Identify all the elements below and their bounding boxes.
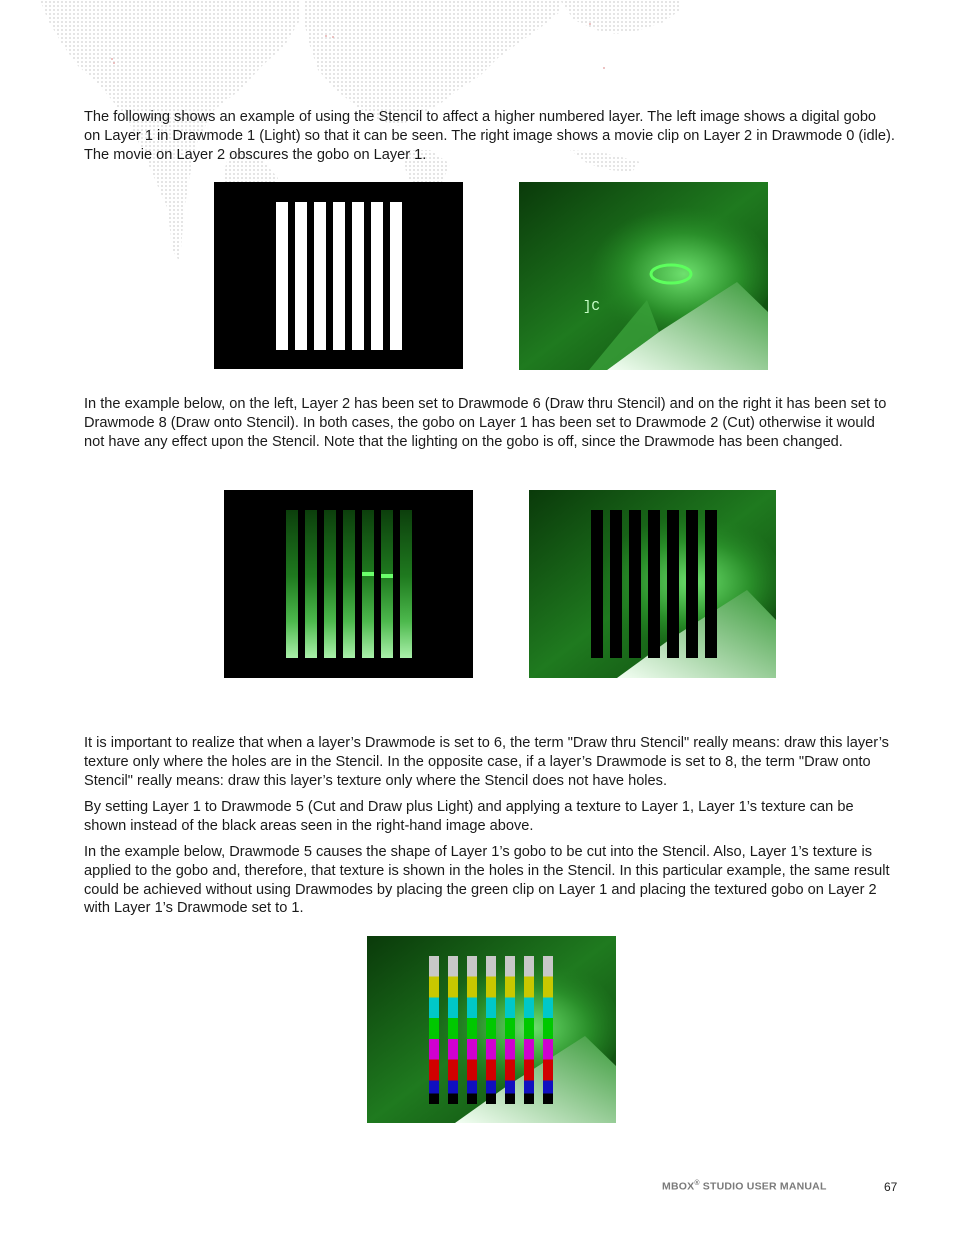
figure-draw-onto-stencil <box>529 490 776 678</box>
paragraph-drawmode-5-example: In the example below, Drawmode 5 causes the shape of Layer 1’s gobo to be cut into the Stencil. Also, Layer 1’s texture is applied to the gobo and, therefore, that texture is shown in the holes in the Stencil. In this particular example, the same result could be achieved without using Drawmodes by placing the green clip on Layer 1 and placing the textured gobo on Layer 2 with Layer 1’s Drawmode set to 1. <box>84 844 890 917</box>
footer-product: MBOX <box>662 1180 695 1193</box>
page-number: 67 <box>884 1180 898 1194</box>
figure-movie-clip-layer2 <box>519 182 768 370</box>
paragraph-stencil-meaning: It is important to realize that when a layer’s Drawmode is set to 6, the term "Draw thru Stencil" really means: draw this layer’s texture only where the holes are in the Stencil. In the opposite case, if a layer’s Drawmode is set to 8, the term "Draw onto Stencil" really means: draw this layer’s texture only where the Stencil does not have holes. <box>84 735 889 789</box>
footer-manual: STUDIO USER MANUAL <box>702 1180 827 1193</box>
footer-manual-title <box>662 1180 827 1193</box>
paragraph-stencil-intro: The following shows an example of using the Stencil to affect a higher numbered layer. The left image shows a digital gobo on Layer 1 in Drawmode 1 (Light) so that it can be seen. The right image shows a movie clip on Layer 2 in Drawmode 0 (idle). The movie on Layer 2 obscures the gobo on Layer 1. <box>84 109 895 163</box>
figure-textured-gobo-stencil <box>367 936 616 1123</box>
svg-text:]C: ]C <box>583 299 600 315</box>
paragraph-drawmode-6-8: In the example below, on the left, Layer 2 has been set to Drawmode 6 (Draw thru Stencil) and on the right it has been set to Drawmode 8 (Draw onto Stencil). In both cases, the gobo on Layer 1 has been set to Drawmode 2 (Cut) otherwise it would not have any effect upon the Stencil. Note that the lighting on the gobo is off, since the Drawmode has been changed. <box>84 396 887 450</box>
registered-mark: ® <box>694 1180 700 1187</box>
paragraph-drawmode-5: By setting Layer 1 to Drawmode 5 (Cut and Draw plus Light) and applying a texture to Layer 1, Layer 1’s texture can be shown instead of the black areas seen in the right-hand image above. <box>84 799 854 834</box>
figure-gobo-layer1-light <box>214 182 463 369</box>
figure-draw-thru-stencil <box>224 490 473 678</box>
